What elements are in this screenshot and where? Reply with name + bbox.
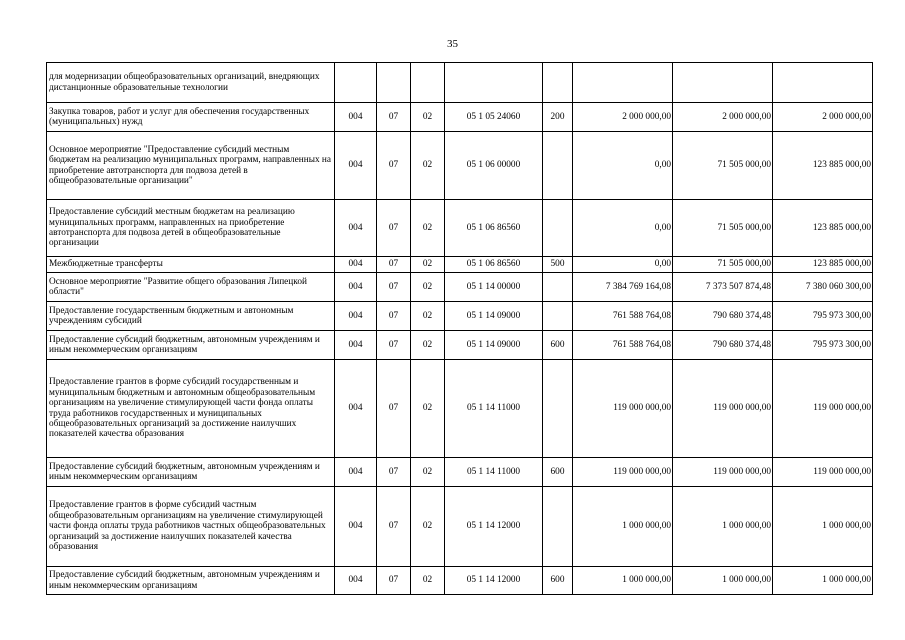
row-name: Предоставление субсидий бюджетным, автономным учреждениям и иным некоммерческим организациям [47, 331, 335, 360]
sum-year-2: 1 000 000,00 [673, 567, 773, 595]
sum-year-1: 0,00 [573, 257, 673, 273]
ministry-code [335, 63, 377, 103]
target-code: 05 1 14 12000 [445, 567, 543, 595]
expense-type-code: 500 [543, 257, 573, 273]
row-name: Предоставление грантов в форме субсидий государственным и муниципальным бюджетным и автономным общеобразовательным организациям на увеличение стимулирующей части фонда оплаты труда работников государственных и муниципальных общеобразовательных организаций за достижение наилучших показателей качества образования [47, 360, 335, 458]
expense-type-code [543, 132, 573, 200]
table-row [47, 132, 873, 200]
sum-year-2: 119 000 000,00 [673, 360, 773, 458]
row-name: Основное мероприятие "Предоставление субсидий местным бюджетам на реализацию муниципальных программ, направленных на приобретение автотранспорта для подвоза детей в общеобразовательные организации" [47, 132, 335, 200]
sum-year-3: 119 000 000,00 [773, 458, 873, 487]
subsection-code: 02 [411, 487, 445, 567]
table-row [47, 302, 873, 331]
expense-type-code: 600 [543, 331, 573, 360]
target-code: 05 1 14 12000 [445, 487, 543, 567]
table-row [47, 458, 873, 487]
ministry-code: 004 [335, 458, 377, 487]
sum-year-1: 0,00 [573, 132, 673, 200]
sum-year-3 [773, 63, 873, 103]
expense-type-code [543, 302, 573, 331]
section-code: 07 [377, 487, 411, 567]
subsection-code: 02 [411, 302, 445, 331]
sum-year-2: 119 000 000,00 [673, 458, 773, 487]
ministry-code: 004 [335, 567, 377, 595]
sum-year-3: 795 973 300,00 [773, 331, 873, 360]
sum-year-3: 123 885 000,00 [773, 257, 873, 273]
table-row [47, 63, 873, 103]
target-code: 05 1 06 00000 [445, 132, 543, 200]
target-code: 05 1 14 11000 [445, 458, 543, 487]
row-name: Межбюджетные трансферты [47, 257, 335, 273]
sum-year-2: 71 505 000,00 [673, 257, 773, 273]
section-code: 07 [377, 200, 411, 257]
table-row [47, 360, 873, 458]
sum-year-1: 1 000 000,00 [573, 567, 673, 595]
target-code: 05 1 14 09000 [445, 331, 543, 360]
sum-year-3: 2 000 000,00 [773, 103, 873, 132]
sum-year-1: 119 000 000,00 [573, 458, 673, 487]
section-code: 07 [377, 302, 411, 331]
section-code [377, 63, 411, 103]
sum-year-1: 1 000 000,00 [573, 487, 673, 567]
ministry-code: 004 [335, 487, 377, 567]
section-code: 07 [377, 360, 411, 458]
row-name: Закупка товаров, работ и услуг для обеспечения государственных (муниципальных) нужд [47, 103, 335, 132]
expense-type-code: 200 [543, 103, 573, 132]
subsection-code: 02 [411, 257, 445, 273]
section-code: 07 [377, 331, 411, 360]
budget-table [46, 62, 873, 595]
expense-type-code [543, 63, 573, 103]
row-name: для модернизации общеобразовательных организаций, внедряющих дистанционные образовательные технологии [47, 63, 335, 103]
sum-year-2: 71 505 000,00 [673, 132, 773, 200]
expense-type-code [543, 487, 573, 567]
section-code: 07 [377, 132, 411, 200]
expense-type-code [543, 360, 573, 458]
sum-year-2: 7 373 507 874,48 [673, 273, 773, 302]
subsection-code: 02 [411, 103, 445, 132]
subsection-code [411, 63, 445, 103]
row-name: Предоставление государственным бюджетным и автономным учреждениям субсидий [47, 302, 335, 331]
target-code: 05 1 05 24060 [445, 103, 543, 132]
target-code: 05 1 06 86560 [445, 200, 543, 257]
expense-type-code: 600 [543, 567, 573, 595]
section-code: 07 [377, 567, 411, 595]
row-name: Предоставление субсидий бюджетным, автономным учреждениям и иным некоммерческим организациям [47, 458, 335, 487]
table-row [47, 273, 873, 302]
sum-year-3: 7 380 060 300,00 [773, 273, 873, 302]
table-row [47, 200, 873, 257]
sum-year-1: 761 588 764,08 [573, 302, 673, 331]
ministry-code: 004 [335, 257, 377, 273]
sum-year-2: 71 505 000,00 [673, 200, 773, 257]
section-code: 07 [377, 257, 411, 273]
sum-year-3: 119 000 000,00 [773, 360, 873, 458]
ministry-code: 004 [335, 200, 377, 257]
sum-year-3: 123 885 000,00 [773, 132, 873, 200]
table-row [47, 567, 873, 595]
table-row [47, 257, 873, 273]
target-code: 05 1 14 00000 [445, 273, 543, 302]
page-number: 35 [447, 38, 458, 50]
section-code: 07 [377, 458, 411, 487]
expense-type-code [543, 273, 573, 302]
subsection-code: 02 [411, 273, 445, 302]
sum-year-3: 795 973 300,00 [773, 302, 873, 331]
table-row [47, 103, 873, 132]
ministry-code: 004 [335, 360, 377, 458]
subsection-code: 02 [411, 132, 445, 200]
target-code [445, 63, 543, 103]
sum-year-3: 1 000 000,00 [773, 567, 873, 595]
section-code: 07 [377, 273, 411, 302]
row-name: Предоставление субсидий местным бюджетам на реализацию муниципальных программ, направленных на приобретение автотранспорта для подвоза детей в общеобразовательные организации [47, 200, 335, 257]
target-code: 05 1 14 09000 [445, 302, 543, 331]
row-name: Предоставление грантов в форме субсидий частным общеобразовательным организациям на увеличение стимулирующей части фонда оплаты труда работников частных общеобразовательных организаций за достижение наилучших показателей качества образования [47, 487, 335, 567]
ministry-code: 004 [335, 302, 377, 331]
expense-type-code: 600 [543, 458, 573, 487]
table-row [47, 331, 873, 360]
sum-year-1 [573, 63, 673, 103]
subsection-code: 02 [411, 458, 445, 487]
ministry-code: 004 [335, 132, 377, 200]
table-row [47, 487, 873, 567]
subsection-code: 02 [411, 360, 445, 458]
sum-year-3: 1 000 000,00 [773, 487, 873, 567]
sum-year-3: 123 885 000,00 [773, 200, 873, 257]
sum-year-2 [673, 63, 773, 103]
expense-type-code [543, 200, 573, 257]
target-code: 05 1 14 11000 [445, 360, 543, 458]
sum-year-2: 1 000 000,00 [673, 487, 773, 567]
sum-year-1: 2 000 000,00 [573, 103, 673, 132]
subsection-code: 02 [411, 567, 445, 595]
sum-year-2: 2 000 000,00 [673, 103, 773, 132]
sum-year-1: 7 384 769 164,08 [573, 273, 673, 302]
sum-year-1: 761 588 764,08 [573, 331, 673, 360]
ministry-code: 004 [335, 103, 377, 132]
sum-year-2: 790 680 374,48 [673, 302, 773, 331]
target-code: 05 1 06 86560 [445, 257, 543, 273]
row-name: Предоставление субсидий бюджетным, автономным учреждениям и иным некоммерческим организациям [47, 567, 335, 595]
sum-year-1: 119 000 000,00 [573, 360, 673, 458]
ministry-code: 004 [335, 273, 377, 302]
sum-year-1: 0,00 [573, 200, 673, 257]
ministry-code: 004 [335, 331, 377, 360]
section-code: 07 [377, 103, 411, 132]
row-name: Основное мероприятие "Развитие общего образования Липецкой области" [47, 273, 335, 302]
subsection-code: 02 [411, 331, 445, 360]
subsection-code: 02 [411, 200, 445, 257]
sum-year-2: 790 680 374,48 [673, 331, 773, 360]
